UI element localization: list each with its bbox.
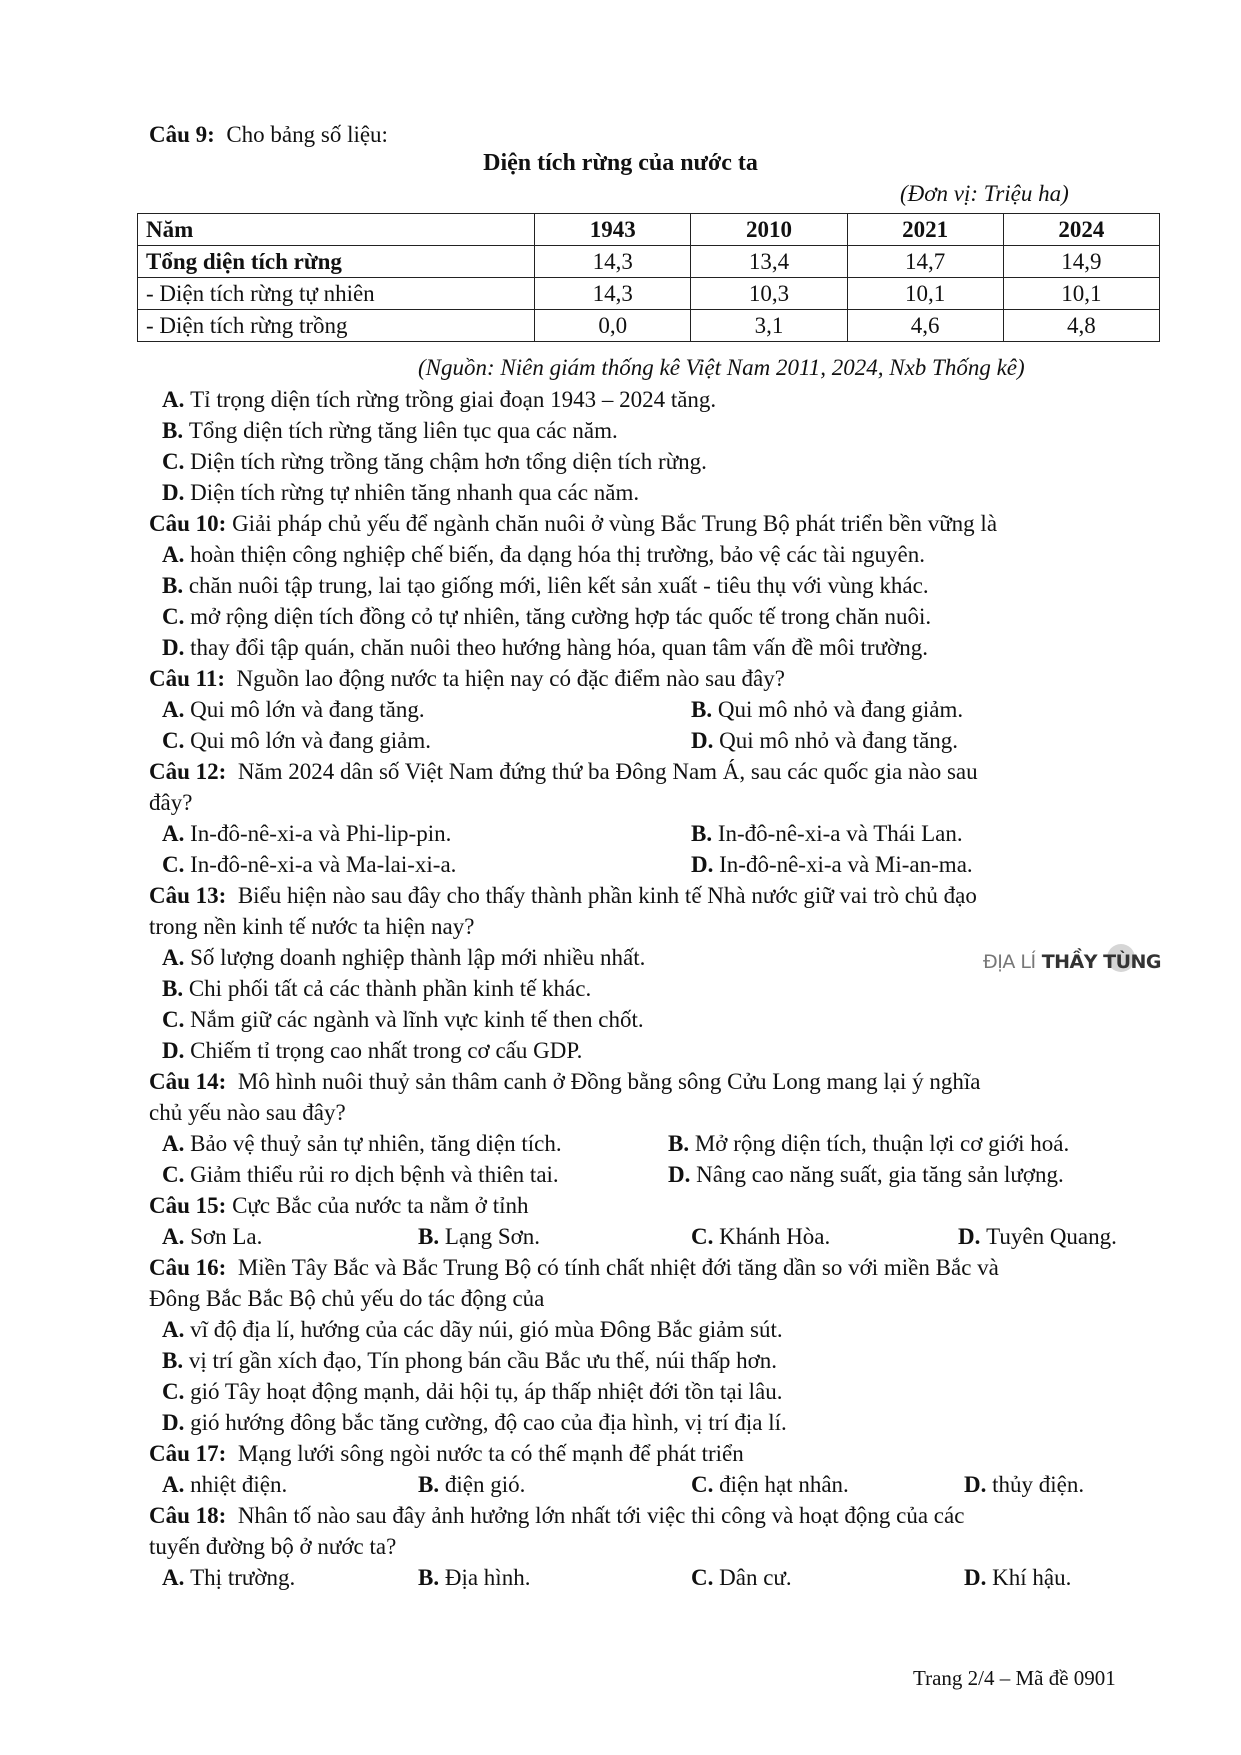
option-text: Diện tích rừng tự nhiên tăng nhanh qua các năm.	[190, 480, 640, 505]
answer-option[interactable]	[691, 820, 963, 848]
option-label: D.	[668, 1162, 691, 1187]
option-label: C.	[162, 1162, 185, 1187]
option-text: Tổng diện tích rừng tăng liên tục qua các năm.	[188, 418, 618, 443]
option-text: Mở rộng diện tích, thuận lợi cơ giới hoá.	[694, 1131, 1070, 1156]
option-label: B.	[691, 821, 713, 846]
question-text: Miền Tây Bắc và Bắc Trung Bộ có tính chất nhiệt đới tăng dần so với miền Bắc và	[237, 1255, 999, 1280]
option-label: D.	[964, 1472, 987, 1497]
question-label: Câu 16:	[149, 1255, 227, 1280]
answer-option[interactable]	[964, 1471, 1084, 1499]
answer-option[interactable]	[162, 820, 451, 848]
option-text: Qui mô nhỏ và đang giảm.	[717, 697, 964, 722]
option-text: gió Tây hoạt động mạnh, dải hội tụ, áp thấp nhiệt đới tồn tại lâu.	[190, 1379, 783, 1404]
question-text: Nhân tố nào sau đây ảnh hưởng lớn nhất tới việc thi công và hoạt động của các	[237, 1503, 965, 1528]
option-text: Tuyên Quang.	[986, 1224, 1117, 1249]
question-10	[149, 510, 997, 538]
answer-option[interactable]	[162, 1378, 783, 1406]
option-label: A.	[162, 821, 185, 846]
answer-option[interactable]	[162, 696, 425, 724]
table-cell: 10,1	[1003, 278, 1159, 310]
option-text: Tỉ trọng diện tích rừng trồng giai đoạn 1943 – 2024 tăng.	[190, 387, 717, 412]
table-cell: Tổng diện tích rừng	[138, 246, 535, 278]
table-cell: 14,7	[847, 246, 1003, 278]
option-label: A.	[162, 1472, 185, 1497]
option-label: C.	[162, 1007, 185, 1032]
answer-option[interactable]	[691, 1564, 792, 1592]
option-label: B.	[418, 1565, 440, 1590]
option-text: Qui mô lớn và đang tăng.	[190, 697, 425, 722]
question-text: Giải pháp chủ yếu để ngành chăn nuôi ở vùng Bắc Trung Bộ phát triển bền vững là	[232, 511, 998, 536]
option-text: Qui mô lớn và đang giảm.	[190, 728, 431, 753]
answer-option[interactable]	[162, 1564, 295, 1592]
answer-option[interactable]	[162, 1347, 777, 1375]
question-label: Câu 9:	[149, 122, 215, 147]
table-cell: 13,4	[691, 246, 847, 278]
option-text: chăn nuôi tập trung, lai tạo giống mới, liên kết sản xuất - tiêu thụ với vùng khác.	[188, 573, 929, 598]
option-label: C.	[691, 1472, 714, 1497]
option-label: D.	[958, 1224, 981, 1249]
option-text: Địa hình.	[444, 1565, 531, 1590]
answer-option[interactable]	[162, 1409, 787, 1437]
option-text: vĩ độ địa lí, hướng của các dãy núi, gió mùa Đông Bắc giảm sút.	[190, 1317, 783, 1342]
option-text: Sơn La.	[190, 1224, 263, 1249]
table-header-row	[138, 214, 1160, 246]
option-text: Nắm giữ các ngành và lĩnh vực kinh tế then chốt.	[190, 1007, 644, 1032]
option-text: Diện tích rừng trồng tăng chậm hơn tổng diện tích rừng.	[190, 449, 707, 474]
table-row	[138, 246, 1160, 278]
question-text: Mô hình nuôi thuỷ sản thâm canh ở Đồng bằng sông Cửu Long mang lại ý nghĩa	[237, 1069, 981, 1094]
answer-option[interactable]	[162, 386, 716, 414]
option-text: Lạng Sơn.	[444, 1224, 541, 1249]
option-label: B.	[162, 573, 184, 598]
answer-option[interactable]	[691, 696, 963, 724]
answer-option[interactable]	[162, 1316, 783, 1344]
answer-option[interactable]	[418, 1471, 525, 1499]
question-14	[149, 1068, 980, 1096]
option-label: B.	[162, 418, 184, 443]
question-label: Câu 12:	[149, 759, 227, 784]
question-text: Biểu hiện nào sau đây cho thấy thành phần kinh tế Nhà nước giữ vai trò chủ đạo	[237, 883, 977, 908]
table-unit: (Đơn vị: Triệu ha)	[900, 181, 1069, 206]
option-label: D.	[691, 728, 714, 753]
question-text: Năm 2024 dân số Việt Nam đứng thứ ba Đông Nam Á, sau các quốc gia nào sau	[237, 759, 978, 784]
question-12	[149, 758, 978, 786]
option-text: gió hướng đông bắc tăng cường, độ cao của địa hình, vị trí địa lí.	[190, 1410, 787, 1435]
table-cell: 14,3	[535, 246, 691, 278]
answer-option[interactable]	[162, 1006, 644, 1034]
option-text: Giảm thiểu rủi ro dịch bệnh và thiên tai.	[190, 1162, 559, 1187]
option-label: A.	[162, 542, 185, 567]
option-label: B.	[418, 1224, 440, 1249]
answer-option[interactable]	[162, 1161, 559, 1189]
question-18	[149, 1502, 964, 1530]
question-label: Câu 11:	[149, 666, 226, 691]
option-text: điện gió.	[444, 1472, 526, 1497]
option-text: Bảo vệ thuỷ sản tự nhiên, tăng diện tích.	[190, 1131, 562, 1156]
answer-option[interactable]	[162, 634, 928, 662]
question-text-continued: đây?	[149, 790, 193, 815]
question-text-continued: chủ yếu nào sau đây?	[149, 1100, 346, 1125]
question-label: Câu 14:	[149, 1069, 227, 1094]
table-cell: - Diện tích rừng tự nhiên	[138, 278, 535, 310]
answer-option[interactable]	[162, 541, 925, 569]
answer-option[interactable]	[691, 1471, 849, 1499]
option-label: B.	[162, 976, 184, 1001]
table-cell: 10,1	[847, 278, 1003, 310]
option-text: Chiếm tỉ trọng cao nhất trong cơ cấu GDP.	[190, 1038, 583, 1063]
option-label: C.	[162, 728, 185, 753]
table-cell: 3,1	[691, 310, 847, 342]
question-label: Câu 17:	[149, 1441, 227, 1466]
table-cell: 4,8	[1003, 310, 1159, 342]
option-text: In-đô-nê-xi-a và Mi-an-ma.	[719, 852, 973, 877]
answer-option[interactable]	[162, 417, 618, 445]
option-text: Khánh Hòa.	[719, 1224, 831, 1249]
question-9	[149, 121, 388, 149]
logo-text-light: ĐỊA LÍ	[983, 951, 1036, 973]
option-label: D.	[162, 1038, 185, 1063]
option-label: D.	[691, 852, 714, 877]
option-label: C.	[162, 449, 185, 474]
question-15	[149, 1192, 528, 1220]
question-text: Mạng lưới sông ngòi nước ta có thế mạnh để phát triển	[237, 1441, 744, 1466]
table-cell: 10,3	[691, 278, 847, 310]
table-row	[138, 310, 1160, 342]
option-label: A.	[162, 697, 185, 722]
table-header-cell: 1943	[535, 214, 691, 246]
option-label: A.	[162, 1565, 185, 1590]
answer-option[interactable]	[162, 1223, 262, 1251]
answer-option[interactable]	[162, 727, 431, 755]
answer-option[interactable]	[162, 603, 931, 631]
option-text: mở rộng diện tích đồng cỏ tự nhiên, tăng cường hợp tác quốc tế trong chăn nuôi.	[190, 604, 932, 629]
answer-option[interactable]	[162, 1037, 582, 1065]
table-cell: 0,0	[535, 310, 691, 342]
option-text: điện hạt nhân.	[719, 1472, 849, 1497]
option-text: In-đô-nê-xi-a và Thái Lan.	[717, 821, 963, 846]
option-text: Khí hậu.	[992, 1565, 1072, 1590]
option-label: A.	[162, 1131, 185, 1156]
table-row	[138, 278, 1160, 310]
option-label: B.	[668, 1131, 690, 1156]
answer-option[interactable]	[691, 727, 958, 755]
data-table	[137, 213, 1160, 342]
option-text: Chi phối tất cả các thành phần kinh tế khác.	[188, 976, 592, 1001]
option-text: In-đô-nê-xi-a và Ma-lai-xi-a.	[190, 852, 457, 877]
option-label: D.	[964, 1565, 987, 1590]
answer-option[interactable]	[668, 1130, 1069, 1158]
question-text: Nguồn lao động nước ta hiện nay có đặc điểm nào sau đây?	[236, 666, 785, 691]
question-label: Câu 15:	[149, 1193, 227, 1218]
answer-option[interactable]	[162, 448, 707, 476]
option-text: vị trí gần xích đạo, Tín phong bán cầu Bắc ưu thế, núi thấp hơn.	[188, 1348, 778, 1373]
answer-option[interactable]	[691, 1223, 830, 1251]
answer-option[interactable]	[418, 1564, 530, 1592]
option-text: Số lượng doanh nghiệp thành lập mới nhiều nhất.	[190, 945, 646, 970]
question-text: Cho bảng số liệu:	[226, 122, 388, 147]
option-label: D.	[162, 635, 185, 660]
question-text-continued: Đông Bắc Bắc Bộ chủ yếu do tác động của	[149, 1286, 545, 1311]
option-label: C.	[162, 852, 185, 877]
option-label: C.	[162, 1379, 185, 1404]
answer-option[interactable]	[162, 944, 645, 972]
option-text: nhiệt điện.	[190, 1472, 288, 1497]
option-text: Qui mô nhỏ và đang tăng.	[719, 728, 959, 753]
question-text: Cực Bắc của nước ta nằm ở tỉnh	[232, 1193, 529, 1218]
option-text: hoàn thiện công nghiệp chế biến, đa dạng hóa thị trường, bảo vệ các tài nguyên.	[190, 542, 925, 567]
page-footer: Trang 2/4 – Mã đề 0901	[913, 1666, 1116, 1690]
question-11	[149, 665, 785, 693]
question-13	[149, 882, 977, 910]
option-label: B.	[162, 1348, 184, 1373]
option-label: D.	[162, 1410, 185, 1435]
table-header-cell: 2024	[1003, 214, 1159, 246]
option-label: A.	[162, 1317, 185, 1342]
answer-option[interactable]	[162, 1130, 562, 1158]
answer-option[interactable]	[964, 1564, 1071, 1592]
option-text: Dân cư.	[719, 1565, 792, 1590]
question-label: Câu 18:	[149, 1503, 227, 1528]
table-source: (Nguồn: Niên giám thống kê Việt Nam 2011, 2024, Nxb Thống kê)	[418, 355, 1025, 380]
question-text-continued: trong nền kinh tế nước ta hiện nay?	[149, 914, 475, 939]
option-text: Thị trường.	[190, 1565, 296, 1590]
answer-option[interactable]	[691, 851, 973, 879]
question-16	[149, 1254, 999, 1282]
question-label: Câu 10:	[149, 511, 227, 536]
option-text: In-đô-nê-xi-a và Phi-lip-pin.	[190, 821, 452, 846]
table-cell: 14,9	[1003, 246, 1159, 278]
option-label: C.	[691, 1224, 714, 1249]
table-cell: 4,6	[847, 310, 1003, 342]
option-label: B.	[691, 697, 713, 722]
table-cell: - Diện tích rừng trồng	[138, 310, 535, 342]
answer-option[interactable]	[162, 479, 639, 507]
answer-option[interactable]	[162, 572, 929, 600]
table-header-cell: Năm	[138, 214, 535, 246]
answer-option[interactable]	[162, 851, 456, 879]
table-header-cell: 2010	[691, 214, 847, 246]
question-label: Câu 13:	[149, 883, 227, 908]
answer-option[interactable]	[162, 1471, 287, 1499]
option-label: A.	[162, 1224, 185, 1249]
question-17	[149, 1440, 744, 1468]
option-text: thay đổi tập quán, chăn nuôi theo hướng hàng hóa, quan tâm vấn đề môi trường.	[190, 635, 928, 660]
option-label: A.	[162, 945, 185, 970]
option-label: C.	[691, 1565, 714, 1590]
answer-option[interactable]	[958, 1223, 1117, 1251]
option-label: A.	[162, 387, 185, 412]
question-text-continued: tuyến đường bộ ở nước ta?	[149, 1534, 397, 1559]
table-cell: 14,3	[535, 278, 691, 310]
logo-text-bold: THẦY TÙNG	[1041, 951, 1162, 973]
option-label: C.	[162, 604, 185, 629]
option-label: D.	[162, 480, 185, 505]
option-label: B.	[418, 1472, 440, 1497]
answer-option[interactable]	[418, 1223, 540, 1251]
watermark-logo	[983, 951, 1161, 973]
table-header-cell: 2021	[847, 214, 1003, 246]
option-text: Nâng cao năng suất, gia tăng sản lượng.	[696, 1162, 1064, 1187]
table-title: Diện tích rừng của nước ta	[483, 150, 758, 176]
option-text: thủy điện.	[992, 1472, 1085, 1497]
answer-option[interactable]	[162, 975, 591, 1003]
answer-option[interactable]	[668, 1161, 1064, 1189]
